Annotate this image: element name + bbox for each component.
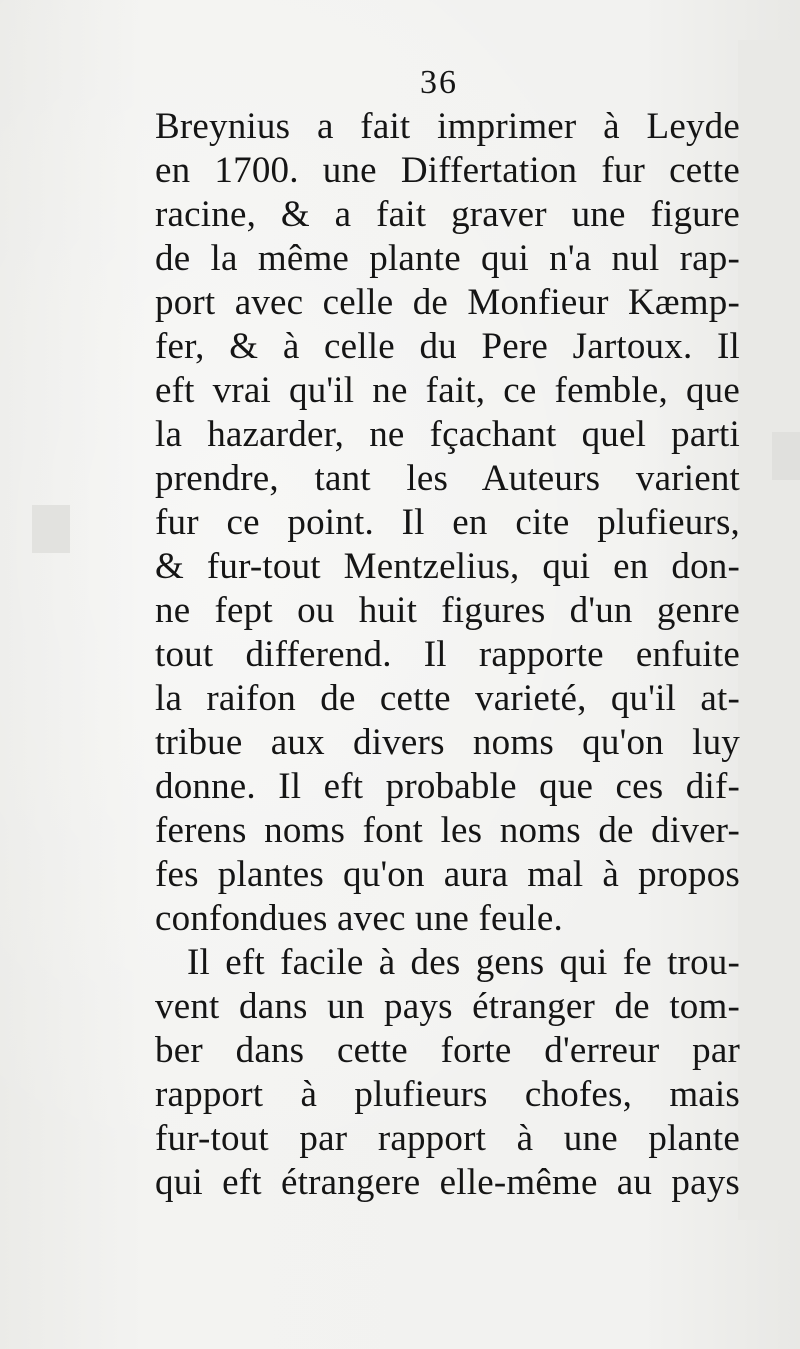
text-line: & fur-tout Mentzelius, qui en don- xyxy=(155,546,740,587)
text-line: eft vrai qu'il ne fait, ce femble, que xyxy=(155,370,740,411)
text-line: Il eft facile à des gens qui fe trou- xyxy=(187,942,740,983)
text-line: fes plantes qu'on aura mal à propos xyxy=(155,854,740,895)
text-line: confondues avec une feule. xyxy=(155,898,563,939)
text-line: tout differend. Il rapporte enfuite xyxy=(155,634,740,675)
scan-mark-left xyxy=(32,505,70,553)
text-line: donne. Il eft probable que ces dif- xyxy=(155,766,740,807)
text-line: fer, & à celle du Pere Jartoux. Il xyxy=(155,326,740,367)
text-line: de la même plante qui n'a nul rap- xyxy=(155,238,740,279)
text-line: tribue aux divers noms qu'on luy xyxy=(155,722,740,763)
text-line: racine, & a fait graver une figure xyxy=(155,194,740,235)
body-text xyxy=(155,105,740,1205)
text-line: rapport à plufieurs chofes, mais xyxy=(155,1074,740,1115)
text-line: port avec celle de Monfieur Kæmp- xyxy=(155,282,740,323)
text-line: qui eft étrangere elle-même au pays xyxy=(155,1162,740,1203)
text-line: vent dans un pays étranger de tom- xyxy=(155,986,740,1027)
page-edge-shadow xyxy=(738,40,800,1220)
text-line: fur-tout par rapport à une plante xyxy=(155,1118,740,1159)
text-line: ferens noms font les noms de diver- xyxy=(155,810,740,851)
text-line: la hazarder, ne fçachant quel parti xyxy=(155,414,740,455)
text-line: ber dans cette forte d'erreur par xyxy=(155,1030,740,1071)
text-line: la raifon de cette varieté, qu'il at- xyxy=(155,678,740,719)
text-line: fur ce point. Il en cite plufieurs, xyxy=(155,502,740,543)
scan-mark-right xyxy=(772,432,800,480)
text-line: prendre, tant les Auteurs varient xyxy=(155,458,740,499)
text-line: ne fept ou huit figures d'un genre xyxy=(155,590,740,631)
text-line: en 1700. une Differtation fur cette xyxy=(155,150,740,191)
text-line: Breynius a fait imprimer à Leyde xyxy=(155,106,740,147)
page-number: 36 xyxy=(420,64,458,101)
